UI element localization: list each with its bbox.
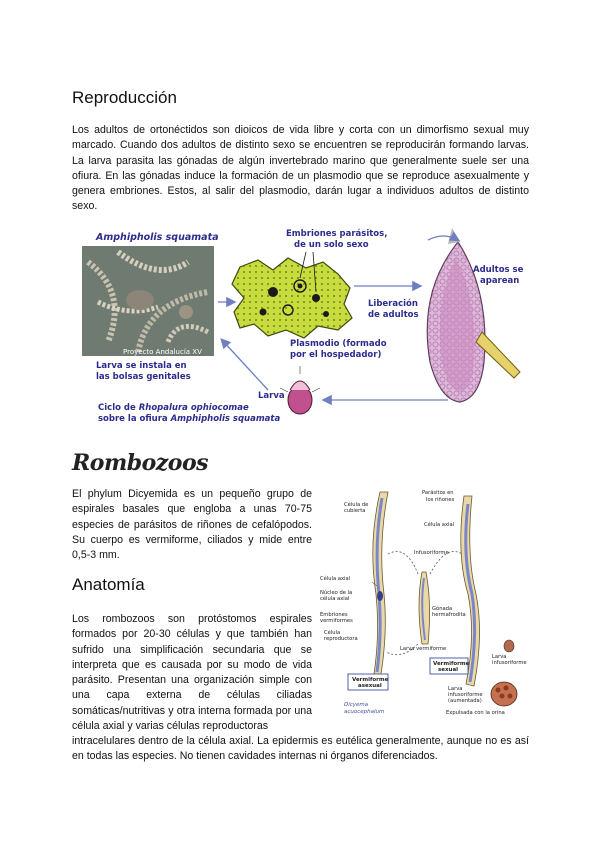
label-infusoriforme-top: Infusoriforme	[414, 550, 449, 556]
middle-larva	[419, 572, 430, 644]
label-larva-infus2-3: (aumentada)	[448, 698, 482, 704]
svg-text:Vermiforme: Vermiforme	[352, 677, 389, 683]
svg-text:Vermiforme: Vermiforme	[433, 661, 470, 667]
cycle-caption: Ciclo de Rhopalura ophiocomae	[98, 403, 249, 413]
section-heading-reproduccion: Reproducción	[72, 88, 177, 107]
label-celula-cubierta: Célula de	[344, 502, 369, 508]
larva-label: Larva	[258, 391, 285, 401]
embriones-label-2: de un solo sexo	[294, 240, 369, 250]
photo-credit: Proyecto Andalucía XV	[123, 348, 202, 356]
adultos-label-2: aparean	[480, 276, 520, 286]
paragraph-anatomia-continued: intracelulares dentro de la célula axial. La epidermis es eutélica generalmente, aunque no es así en todas las especies. No tienen cavidades internas ni órganos diferenciados.	[72, 735, 529, 763]
plasmodio-label-2: por el hospedador)	[290, 350, 382, 360]
life-cycle-figure	[68, 222, 538, 427]
liberacion-label: Liberación	[368, 299, 418, 309]
label-dicyema: Dicyema	[344, 702, 369, 708]
dicyemid-figure	[318, 484, 536, 724]
larva-illustration	[280, 366, 320, 414]
liberacion-label-2: de adultos	[368, 310, 419, 320]
plasmodium-illustration	[232, 258, 352, 338]
label-gonada: Gónada	[432, 606, 453, 612]
section-heading-rombozoos: Rombozoos	[72, 450, 209, 476]
cycle-caption-2: sobre la ofiura Amphipholis squamata	[98, 414, 281, 424]
label-parasitos-2: los riñones	[426, 497, 455, 503]
paragraph-anatomia: Los rombozoos son protóstomos espirales formados por 20-30 células y que también han sufrido una simplificación secundaria que se interpreta que es causada por su modo de vida parásito. Presentan una organización simple con una capa externa de células ciliadas somáticas/nutritivas y otra interna formada por una célula axial y varias células reproductoras	[72, 613, 312, 733]
label-nucleo: Núcleo de la	[320, 590, 353, 596]
label-celula-axial-top: Célula axial	[424, 522, 455, 528]
label-larva-infus-2: infusoriforme	[492, 660, 527, 666]
label-expulsada: Expulsada con la orina	[446, 710, 505, 716]
svg-text:sexual: sexual	[438, 667, 459, 673]
svg-text:asexual: asexual	[358, 683, 382, 689]
label-celula-cubierta-2: cubierta	[344, 508, 366, 514]
right-vermiform	[461, 496, 480, 686]
label-nucleo-2: célula axial	[320, 596, 350, 602]
section-heading-anatomia: Anatomía	[72, 575, 145, 594]
paragraph-reproduccion: Los adultos de ortonéctidos son dioicos de vida libre y corta con un dimorfismo sexual muy marcado. Cuando dos adultos de distinto sexo se encuentren se reproducirán formando larvas. La larva parasita las gónadas de algún invertebrado marino que generalmente suele ser una ofiura. En las gónadas induce la formación de un plasmodio que se reproduce asexualmente y genera embriones. Estos, al salir del plasmodio, darán lugar a individuos adultos de distinto sexo.	[72, 124, 529, 213]
label-embriones-2: vermiformes	[320, 618, 353, 624]
infusoriform-larva	[504, 640, 514, 652]
brittle-star-photo	[82, 246, 214, 356]
label-larva-infus2-2: infusoriforme	[448, 692, 483, 698]
label-embriones: Embriones	[320, 612, 348, 618]
label-larva-infus2: Larva	[448, 686, 463, 692]
label-celula-axial-left: Célula axial	[320, 576, 351, 582]
arrow-to-host	[222, 340, 268, 390]
plasmodio-label: Plasmodio (formado	[290, 339, 387, 349]
infusoriform-enlarged	[491, 682, 517, 706]
label-dicyema-2: acuocephalum	[344, 709, 385, 715]
adultos-label: Adultos se	[473, 265, 524, 275]
label-larva-vermiforme: Larva vermiforme	[400, 646, 447, 652]
larva-install-label-2: las bolsas genitales	[96, 372, 191, 382]
label-celula-repro: Célula	[324, 630, 341, 636]
label-celula-repro-2: reproductora	[324, 636, 358, 642]
paragraph-rombozoos: El phylum Dicyemida es un pequeño grupo de espirales basales que engloba a unas 70-75 especies de parásitos de riñones de cefalópodos. Su cuerpo es vermiforme, ciliados y mide entre 0,5-3 mm.	[72, 488, 312, 562]
embriones-label: Embriones parásitos,	[286, 229, 388, 239]
larva-install-label: Larva se instala en	[96, 361, 187, 371]
adult-illustration	[427, 228, 520, 402]
label-gonada-2: hermafrodita	[432, 612, 466, 618]
label-larva-infus: Larva	[492, 654, 507, 660]
photo-title: Amphipholis squamata	[96, 232, 219, 243]
label-parasitos: Parásitos en	[422, 490, 454, 496]
left-vermiform	[372, 492, 388, 680]
